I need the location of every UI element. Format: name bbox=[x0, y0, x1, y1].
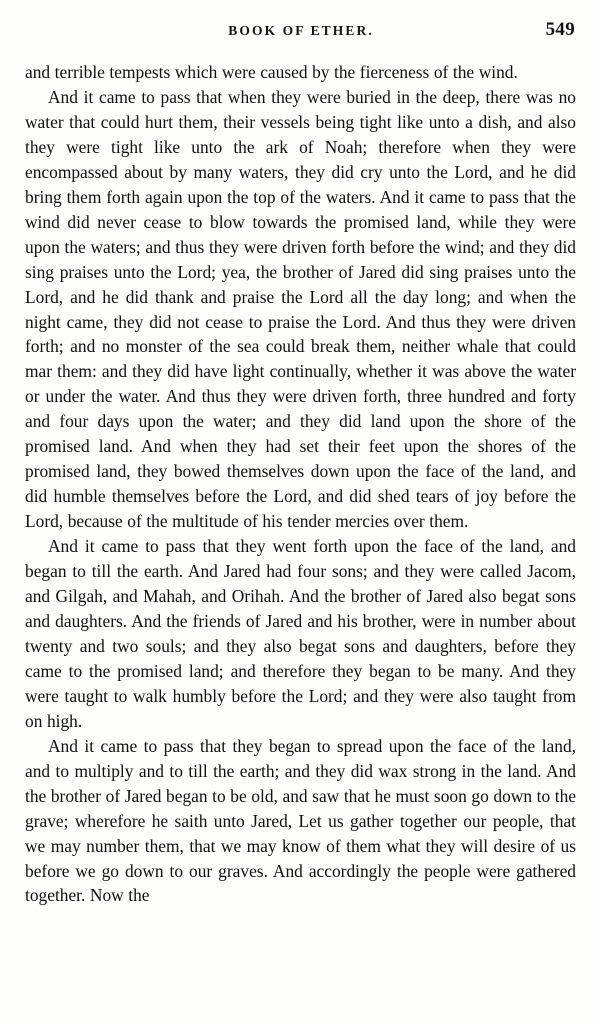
running-head-title: BOOK OF ETHER. bbox=[228, 23, 374, 38]
paragraph-till-the-earth: And it came to pass that they went forth upon the face of the land, and began to till the earth. And Jared had four sons; and they were called Jacom, and Gilgah, and Mahah, and Orihah. And the brother of Jared also begat sons and daughters. And the friends of Jared and his brother, were in number about twenty and two souls; and they also begat sons and daughters, before they came to the promised land; and therefore they began to be many. And they were taught to walk humbly before the Lord; and they were also taught from on high. bbox=[25, 536, 576, 731]
paragraph-buried-in-the-deep: And it came to pass that when they were buried in the deep, there was no water that could hurt them, their vessels being tight like unto a dish, and also they were tight like unto the ark of Noah; therefore when they were encompassed about by many waters, they did cry unto the Lord, and he did bring them forth again upon the top of the waters. And it came to pass that the wind did never cease to blow towards the promised land, while they were upon the waters; and thus they were driven forth before the wind; and they did sing praises unto the Lord; yea, the brother of Jared did sing praises unto the Lord, and he did thank and praise the Lord all the day long; and when the night came, they did not cease to praise the Lord. And thus they were driven forth; and no monster of the sea could break them, neither whale that could mar them: and they did have light continually, whether it was above the water or under the water. And thus they were driven forth, three hundred and forty and four days upon the water; and they did land upon the shore of the promised land. And when they had set their feet upon the shores of the promised land, they bowed themselves down upon the face of the land, and did humble themselves before the Lord, and did shed tears of joy before the Lord, because of the multitude of his tender mercies over them. bbox=[25, 86, 576, 532]
paragraph-spread-upon-the-land: And it came to pass that they began to spread upon the face of the land, and to multiply and to till the earth; and they did wax strong in the land. And the brother of Jared began to be old, and saw that he must soon go down to the grave; wherefore he saith unto Jared, Let us gather together our people, that we may number them, that we may know of them what they will desire of us before we go down to our graves. And accordingly the people were gathered together. Now the bbox=[25, 735, 576, 906]
running-head bbox=[25, 20, 575, 44]
paragraph-continued: and terrible tempests which were caused by the fierceness of the wind. bbox=[25, 62, 518, 82]
page-number: 549 bbox=[545, 19, 575, 40]
body-text-block bbox=[25, 60, 576, 908]
